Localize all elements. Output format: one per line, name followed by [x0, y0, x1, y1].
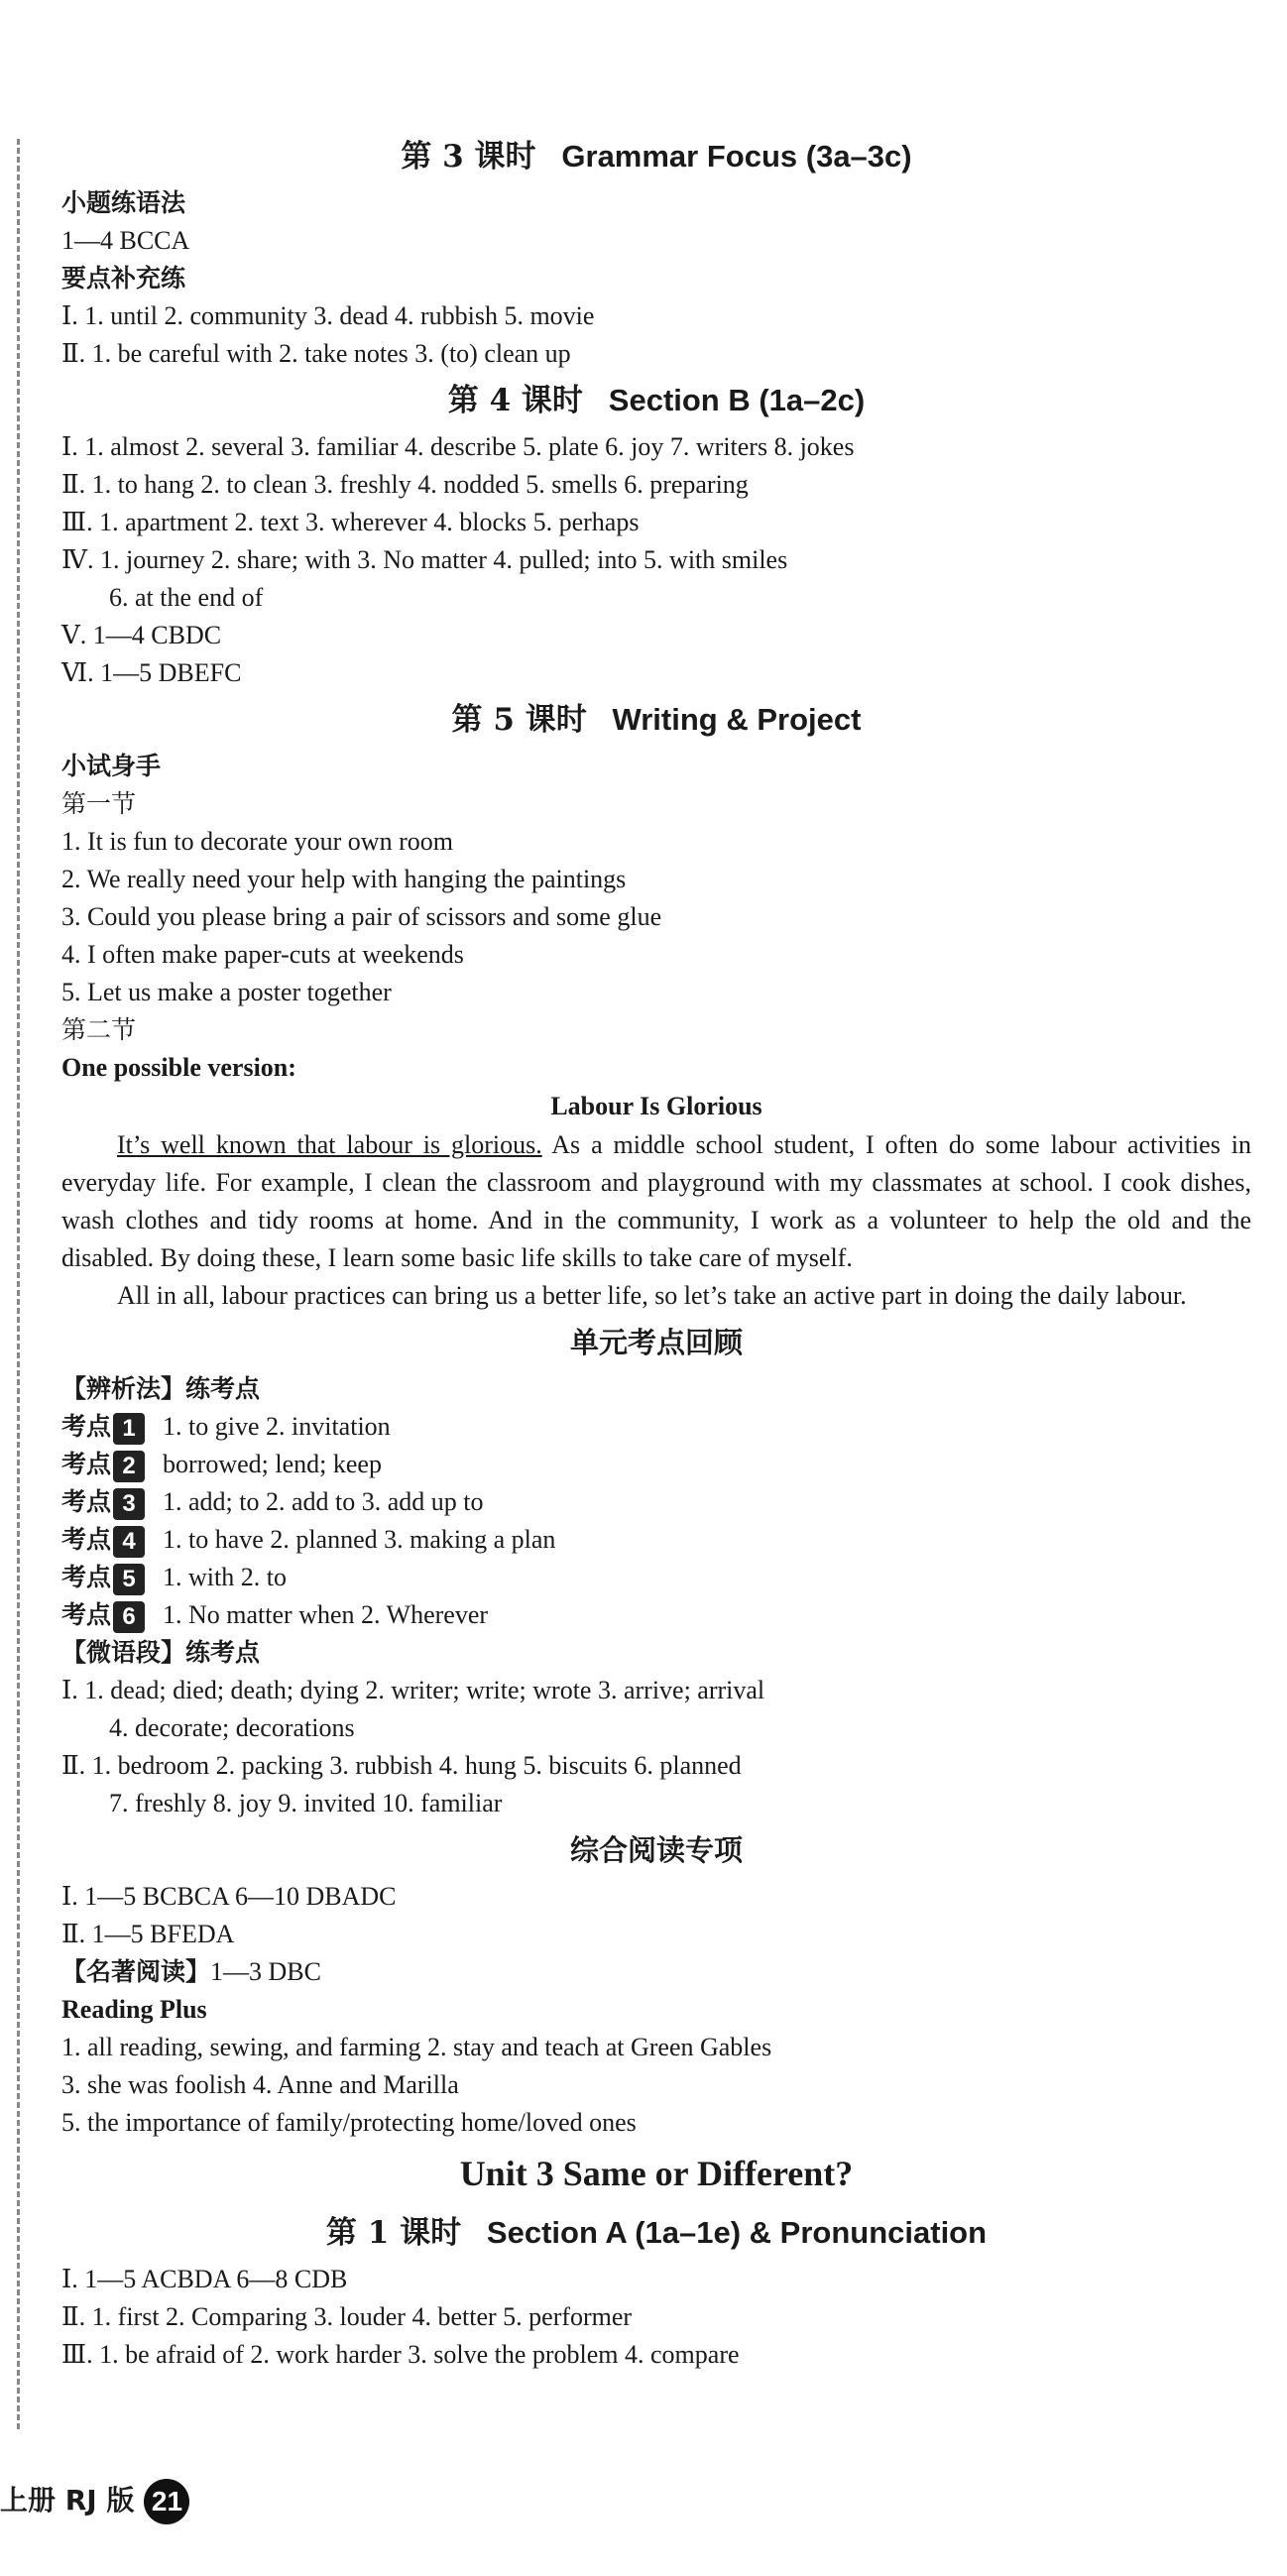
- kaodian-row: [61, 1408, 1251, 1446]
- page-number-badge: 21: [144, 2479, 189, 2524]
- kaodian-label: 考点: [61, 1412, 112, 1441]
- unit3-title: Unit 3 Same or Different?: [459, 2154, 854, 2193]
- lesson3-sub1-line: 1—4 BCCA: [61, 226, 190, 255]
- kaodian-number: 1: [113, 1413, 145, 1445]
- reading-plus-label: Reading Plus: [61, 1995, 207, 2024]
- answer-line: 4. decorate; decorations: [109, 1713, 355, 1742]
- kaodian-label: 考点: [61, 1563, 112, 1591]
- answer-line: Ⅱ. 1. to hang 2. to clean 3. freshly 4. nodded 5. smells 6. preparing: [61, 470, 749, 499]
- answer-line: Ⅵ. 1—5 DBEFC: [61, 658, 242, 687]
- footer-text: 上册 RJ 版: [0, 2484, 135, 2517]
- answer-line: Ⅲ. 1. apartment 2. text 3. wherever 4. blocks 5. perhaps: [61, 508, 640, 536]
- review-sub1: 【辨析法】练考点: [61, 1374, 261, 1403]
- essay-title: Labour Is Glorious: [550, 1092, 762, 1120]
- reading-heading: 综合阅读专项: [569, 1833, 743, 1867]
- answer-line: Ⅰ. 1. dead; died; death; dying 2. writer; write; wrote 3. arrive; arrival: [61, 1676, 765, 1704]
- sentence-line: 2. We really need your help with hanging the paintings: [61, 865, 627, 893]
- lesson3-sub1: 小题练语法: [61, 188, 186, 217]
- answer-line: 3. she was foolish 4. Anne and Marilla: [61, 2070, 459, 2099]
- kaodian-answer: 1. to have 2. planned 3. making a plan: [163, 1525, 556, 1554]
- sentence-line: 1. It is fun to decorate your own room: [61, 827, 453, 856]
- kaodian-row: [61, 1483, 1251, 1521]
- lesson3-title-cn: 第 3 课时: [401, 139, 536, 175]
- kaodian-number: 2: [113, 1451, 145, 1482]
- answer-line: Ⅲ. 1. be afraid of 2. work harder 3. solve the problem 4. compare: [61, 2340, 740, 2369]
- kaodian-answer: 1. add; to 2. add to 3. add up to: [163, 1487, 484, 1516]
- kaodian-label: 考点: [61, 1600, 112, 1629]
- kaodian-number: 6: [113, 1601, 145, 1633]
- lesson4-title-en: Section B (1a–2c): [608, 383, 866, 417]
- unit3-lesson-en: Section A (1a–1e) & Pronunciation: [486, 2215, 988, 2250]
- sentence-line: 5. Let us make a poster together: [61, 978, 392, 1006]
- answer-line: Ⅱ. 1—5 BFEDA: [61, 1920, 235, 1948]
- binding-dashed-line: [17, 139, 20, 2429]
- lesson3-title-en: Grammar Focus (3a–3c): [561, 139, 912, 174]
- sentence-line: 4. I often make paper-cuts at weekends: [61, 940, 464, 969]
- kaodian-number: 4: [113, 1526, 145, 1558]
- kaodian-row: [61, 1596, 1251, 1634]
- answer-line: Ⅰ. 1—5 BCBCA 6—10 DBADC: [61, 1882, 397, 1911]
- answer-line: Ⅱ. 1. be careful with 2. take notes 3. (to) clean up: [61, 339, 571, 368]
- answer-line: Ⅱ. 1. first 2. Comparing 3. louder 4. better 5. performer: [61, 2302, 633, 2331]
- unit3-lesson-cn: 第 1 课时: [325, 2215, 462, 2251]
- kaodian-row: [61, 1521, 1251, 1559]
- lesson5-title-cn: 第 5 课时: [451, 702, 587, 738]
- answer-line: Ⅰ. 1. until 2. community 3. dead 4. rubbish 5. movie: [61, 301, 595, 330]
- lesson4-title-cn: 第 4 课时: [447, 383, 583, 418]
- answer-line: Ⅴ. 1—4 CBDC: [61, 621, 222, 649]
- page-footer: [0, 2479, 189, 2524]
- answer-line: 1. all reading, sewing, and farming 2. stay and teach at Green Gables: [61, 2033, 772, 2061]
- kaodian-row: [61, 1446, 1251, 1483]
- review-heading: 单元考点回顾: [569, 1326, 743, 1359]
- famous-reading-answer: 1—3 DBC: [210, 1957, 321, 1986]
- lesson5-heading: [61, 692, 1251, 748]
- essay-topic-sentence: It’s well known that labour is glorious.: [117, 1130, 542, 1159]
- part-one-label: 第一节: [61, 789, 137, 818]
- lesson5-title-en: Writing & Project: [612, 702, 862, 737]
- kaodian-number: 5: [113, 1564, 145, 1595]
- essay-paragraph-1: [61, 1126, 1251, 1277]
- version-label: One possible version:: [61, 1053, 296, 1082]
- part-two-label: 第二节: [61, 1015, 137, 1044]
- kaodian-answer: 1. to give 2. invitation: [163, 1412, 391, 1441]
- kaodian-number: 3: [113, 1488, 145, 1520]
- answer-line: Ⅱ. 1. bedroom 2. packing 3. rubbish 4. hung 5. biscuits 6. planned: [61, 1751, 742, 1780]
- answer-line: Ⅳ. 1. journey 2. share; with 3. No matter 4. pulled; into 5. with smiles: [61, 545, 788, 574]
- essay-paragraph-2: All in all, labour practices can bring us a better life, so let’s take an active part in doing the daily labour.: [117, 1281, 1187, 1310]
- answer-line: Ⅰ. 1. almost 2. several 3. familiar 4. describe 5. plate 6. joy 7. writers 8. jokes: [61, 432, 855, 461]
- answer-line: 5. the importance of family/protecting home/loved ones: [61, 2108, 637, 2137]
- answer-line: 6. at the end of: [109, 583, 264, 612]
- answer-line: Ⅰ. 1—5 ACBDA 6—8 CDB: [61, 2265, 348, 2293]
- lesson3-sub2: 要点补充练: [61, 264, 186, 293]
- answer-line: 7. freshly 8. joy 9. invited 10. familiar: [109, 1789, 503, 1817]
- kaodian-answer: borrowed; lend; keep: [163, 1450, 382, 1478]
- kaodian-label: 考点: [61, 1450, 112, 1478]
- kaodian-answer: 1. No matter when 2. Wherever: [163, 1600, 489, 1629]
- sentence-line: 3. Could you please bring a pair of scissors and some glue: [61, 902, 662, 931]
- famous-reading-line: [61, 1953, 1251, 1991]
- lesson3-heading: [61, 129, 1251, 184]
- review-sub2: 【微语段】练考点: [61, 1638, 261, 1667]
- famous-reading-label: 【名著阅读】: [61, 1957, 211, 1986]
- lesson4-heading: [61, 373, 1251, 428]
- essay-paragraph-1-body: As a middle school student, I often do some labour activities in everyday life. For example, I clean the classroom and playground with my classmates at school. I cook dishes, wash clothes and tidy rooms at home. And in the community, I work as a volunteer to help the old and the disabled. By doing these, I learn some basic life skills to take care of myself.: [61, 1130, 1251, 1272]
- kaodian-row: [61, 1559, 1251, 1596]
- kaodian-label: 考点: [61, 1525, 112, 1554]
- kaodian-label: 考点: [61, 1487, 112, 1516]
- lesson5-sub1: 小试身手: [61, 752, 162, 780]
- kaodian-answer: 1. with 2. to: [163, 1563, 287, 1591]
- answer-page: [61, 129, 1251, 2374]
- unit3-lesson1-heading: [61, 2205, 1251, 2261]
